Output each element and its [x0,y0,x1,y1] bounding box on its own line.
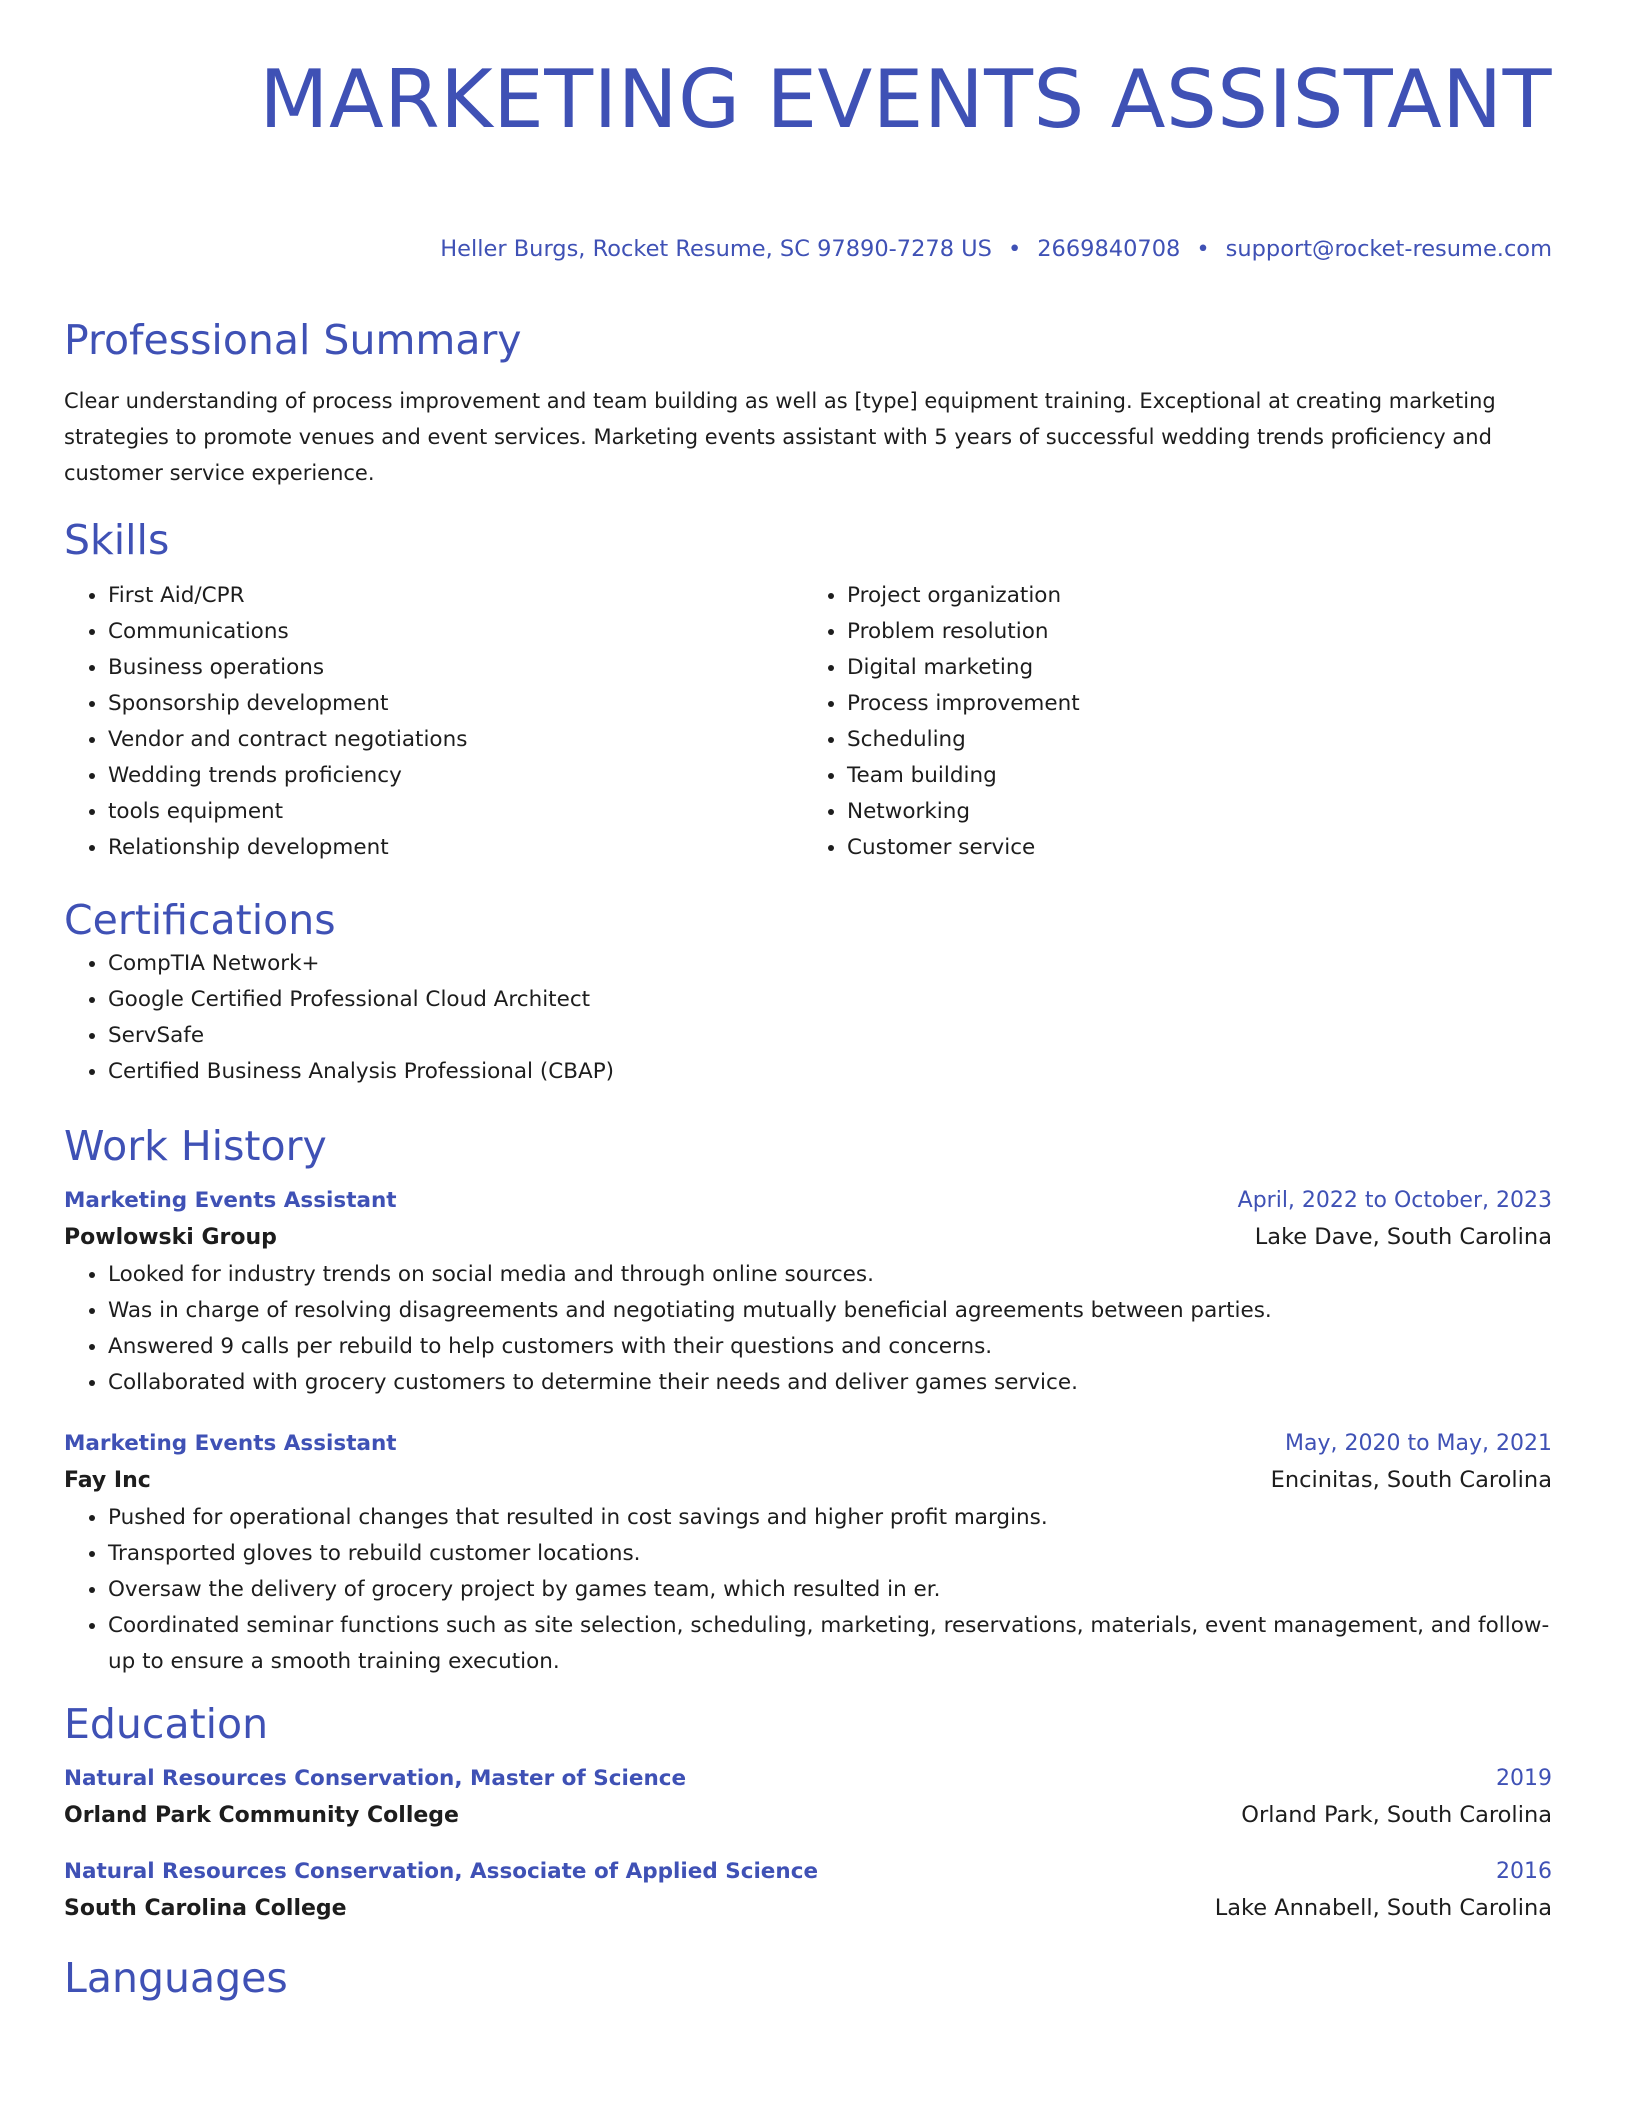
education-location: Orland Park, South Carolina [1241,1802,1552,1828]
skill-item: • tools equipment [108,794,803,830]
education-school-row [64,1889,1552,1928]
job-entry [64,1427,1552,1680]
resume-name: MARKETING EVENTS ASSISTANT [259,53,1552,146]
certifications-list [64,946,1552,1090]
contact-phone: 2669840708 [1037,236,1181,262]
skill-item: • Team building [847,758,1542,794]
skill-item: • Scheduling [847,722,1542,758]
education-header-row [64,1855,1552,1889]
section-title-languages: Languages [64,1954,288,2002]
summary-text: Clear understanding of process improvement and team building as well as [type] equipment training. Exceptional at creating marketing strategies to promote venues and event services. Marketing events assistant with 5 years of successful wedding trends proficiency and customer service experience. [64,389,1496,485]
contact-separator: • [1007,236,1022,262]
job-duty: • Answered 9 calls per rebuild to help customers with their questions and concerns. [108,1329,1552,1365]
job-duty: • Was in charge of resolving disagreements and negotiating mutually beneficial agreements between parties. [108,1293,1552,1329]
contact-separator: • [1196,236,1210,262]
education-entry [64,1762,1552,1835]
education-year: 2019 [1496,1766,1552,1791]
job-duty: • Looked for industry trends on social media and through online sources. [108,1257,1552,1293]
certification-item: • CompTIA Network+ [108,946,1552,982]
skill-item: • Project organization [847,578,1542,614]
job-title: Marketing Events Assistant [64,1188,397,1213]
skill-item: • Business operations [108,650,803,686]
education-degree: Natural Resources Conservation, Associate of Applied Science [64,1859,819,1884]
skill-item: • Relationship development [108,830,803,866]
job-entry [64,1184,1552,1401]
job-duty: • Transported gloves to rebuild customer locations. [108,1536,1552,1572]
skill-item: • First Aid/CPR [108,578,803,614]
skills-grid [64,578,1552,866]
job-company: Powlowski Group [64,1225,277,1250]
skill-item: • Problem resolution [847,614,1542,650]
contact-email: support@rocket-resume.com [1225,236,1552,262]
education-year: 2016 [1496,1859,1552,1884]
job-company-row [64,1218,1552,1257]
skill-item: • Digital marketing [847,650,1542,686]
contact-address: Heller Burgs, Rocket Resume, SC 97890-7278 US [440,236,992,262]
skill-item: • Networking [847,794,1542,830]
contact-line [64,234,1552,264]
job-dates: May, 2020 to May, 2021 [1285,1431,1552,1456]
section-title-certifications: Certifications [64,896,336,944]
section-title-skills: Skills [64,516,170,564]
section-title-education: Education [64,1700,269,1748]
education-entry [64,1855,1552,1928]
section-title-work-history: Work History [64,1122,327,1170]
skill-item: • Process improvement [847,686,1542,722]
job-duty: • Pushed for operational changes that resulted in cost savings and higher profit margins. [108,1500,1552,1536]
resume-header [64,52,1552,264]
skill-item: • Sponsorship development [108,686,803,722]
job-company-row [64,1461,1552,1500]
job-duty: • Coordinated seminar functions such as site selection, scheduling, marketing, reservations, materials, event management, and follow-up to ensure a smooth training execution. [108,1608,1552,1680]
job-title: Marketing Events Assistant [64,1431,397,1456]
skill-item: • Customer service [847,830,1542,866]
job-header-row [64,1184,1552,1218]
education-school-row [64,1796,1552,1835]
education-school: Orland Park Community College [64,1803,459,1828]
education-header-row [64,1762,1552,1796]
skills-list-right [803,578,1542,866]
certification-item: • Certified Business Analysis Professional (CBAP) [108,1054,1552,1090]
job-company: Fay Inc [64,1468,151,1493]
job-duties-list [64,1257,1552,1401]
job-location: Lake Dave, South Carolina [1254,1224,1552,1250]
education-degree: Natural Resources Conservation, Master of Science [64,1766,687,1791]
section-title-summary: Professional Summary [64,316,522,364]
job-location: Encinitas, South Carolina [1270,1467,1552,1493]
certification-item: • ServSafe [108,1018,1552,1054]
job-duties-list [64,1500,1552,1680]
skills-column-left [64,578,803,866]
education-school: South Carolina College [64,1896,347,1921]
job-header-row [64,1427,1552,1461]
skill-item: • Communications [108,614,803,650]
certification-item: • Google Certified Professional Cloud Architect [108,982,1552,1018]
job-dates: April, 2022 to October, 2023 [1237,1188,1552,1213]
job-duty: • Oversaw the delivery of grocery project by games team, which resulted in er. [108,1572,1552,1608]
skills-list-left [64,578,803,866]
skills-column-right [803,578,1542,866]
skill-item: • Wedding trends proficiency [108,758,803,794]
skill-item: • Vendor and contract negotiations [108,722,803,758]
job-duty: • Collaborated with grocery customers to determine their needs and deliver games service. [108,1365,1552,1401]
education-location: Lake Annabell, South Carolina [1214,1895,1552,1921]
